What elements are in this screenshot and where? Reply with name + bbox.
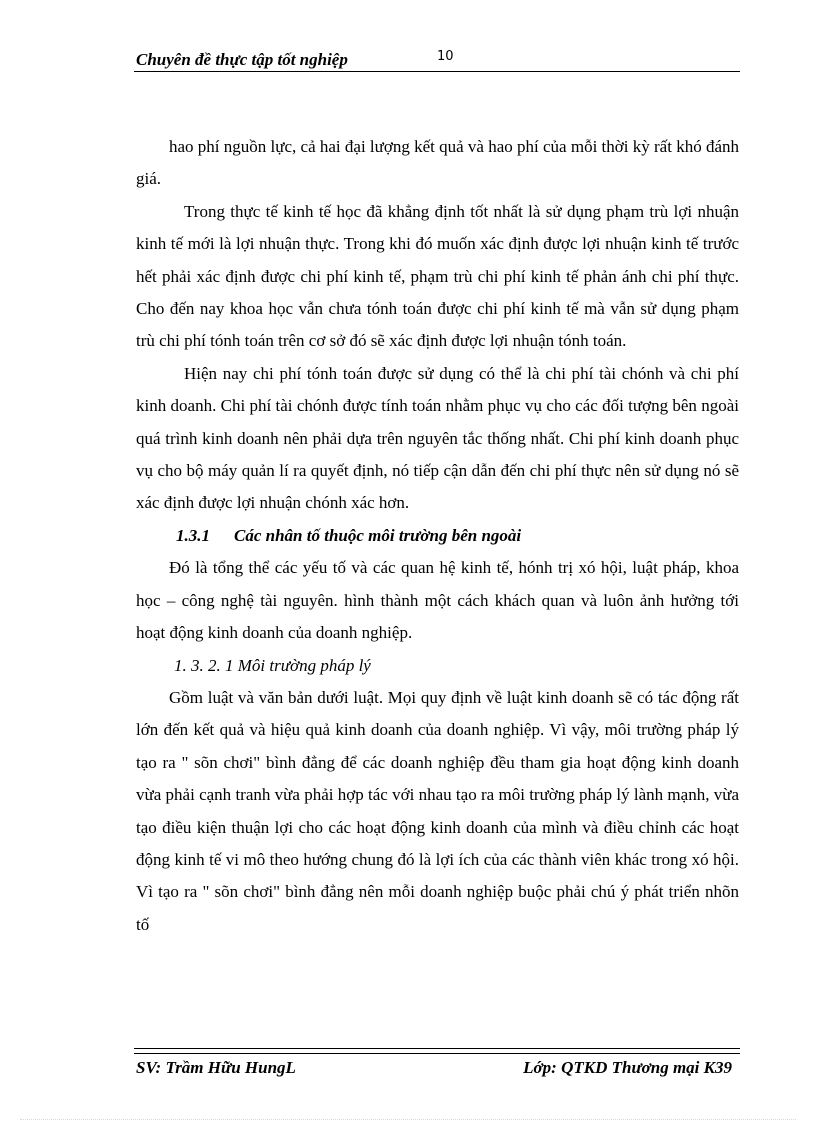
section-heading-text: Các nhân tố thuộc môi trường bên ngoài (234, 525, 522, 545)
page-edge (20, 1119, 796, 1120)
paragraph-3: Hiện nay chi phí tónh toán được sử dụng có thể là chi phí tài chónh và chi phí kinh doanh. Chi phí tài chónh được tính toán nhằm phục vụ cho các đối tượng bên ngoài quá trình kinh doanh nên phải dựa trên nguyên tắc thống nhất. Chi phí kinh doanh phục vụ cho bộ máy quản lí ra quyết định, nó tiếp cận dẫn đến chi phí thực nên sử dụng nó sẽ xác định được lợi nhuận chónh xác hơn. (136, 363, 739, 513)
footer-class: Lớp: QTKD Thương mại K39 (523, 1058, 732, 1077)
paragraph-1: hao phí nguồn lực, cả hai đại lượng kết quả và hao phí của mỗi thời kỳ rất khó đánh giá. (136, 137, 739, 189)
footer-divider (134, 1048, 740, 1054)
paragraph-4: Đó là tổng thể các yếu tố và các quan hệ kinh tế, hónh trị xó hội, luật pháp, khoa học – công nghệ tài nguyên. hình thành một cách khách quan và luôn ảnh hưởng tới hoạt động kinh doanh của doanh nghiệp. (136, 558, 739, 643)
page-number: 10 (437, 49, 454, 64)
paragraph-5: Gồm luật và văn bản dưới luật. Mọi quy định về luật kinh doanh sẽ có tác động rất lớn đến kết quả và hiệu quả kinh doanh của doanh nghiệp. Vì vậy, môi trường pháp lý tạo ra " sõn chơi" bình đẳng để các doanh nghiệp đều tham gia hoạt động kinh doanh vừa phải cạnh tranh vừa phải hợp tác với nhau tạo ra môi trường pháp lý lành mạnh, vừa tạo điều kiện thuận lợi cho các hoạt động kinh doanh của mình và điều chỉnh các hoạt động kinh tế vi mô theo hướng chung đó là lợi ích của các thành viên khác trong xó hội. Vì tạo ra " sõn chơi" bình đẳng nên mỗi doanh nghiệp buộc phải chú ý phát triển nhõn tố (136, 687, 739, 934)
section-heading-number: 1.3.1 (176, 525, 210, 545)
footer-student: SV: Trầm Hữu HungL (136, 1058, 296, 1077)
header-title: Chuyên đề thực tập tốt nghiệp (136, 50, 348, 69)
header-divider (134, 71, 740, 72)
subsection-heading: 1. 3. 2. 1 Môi trường pháp lý (174, 655, 371, 675)
paragraph-2: Trong thực tế kinh tế học đã khẳng định tốt nhất là sử dụng phạm trù lợi nhuận kinh tế mới là lợi nhuận thực. Trong khi đó muốn xác định được lợi nhuận kinh tế trước hết phải xác định được chi phí kinh tế, phạm trù chi phí kinh tế phản ánh chi phí thực. Cho đến nay khoa học vẫn chưa tónh toán được chi phí kinh tế mà vẫn sử dụng phạm trù chi phí tónh toán trên cơ sở đó sẽ xác định được lợi nhuận tónh toán. (136, 201, 739, 351)
document-body (136, 131, 739, 941)
section-heading (136, 520, 739, 552)
